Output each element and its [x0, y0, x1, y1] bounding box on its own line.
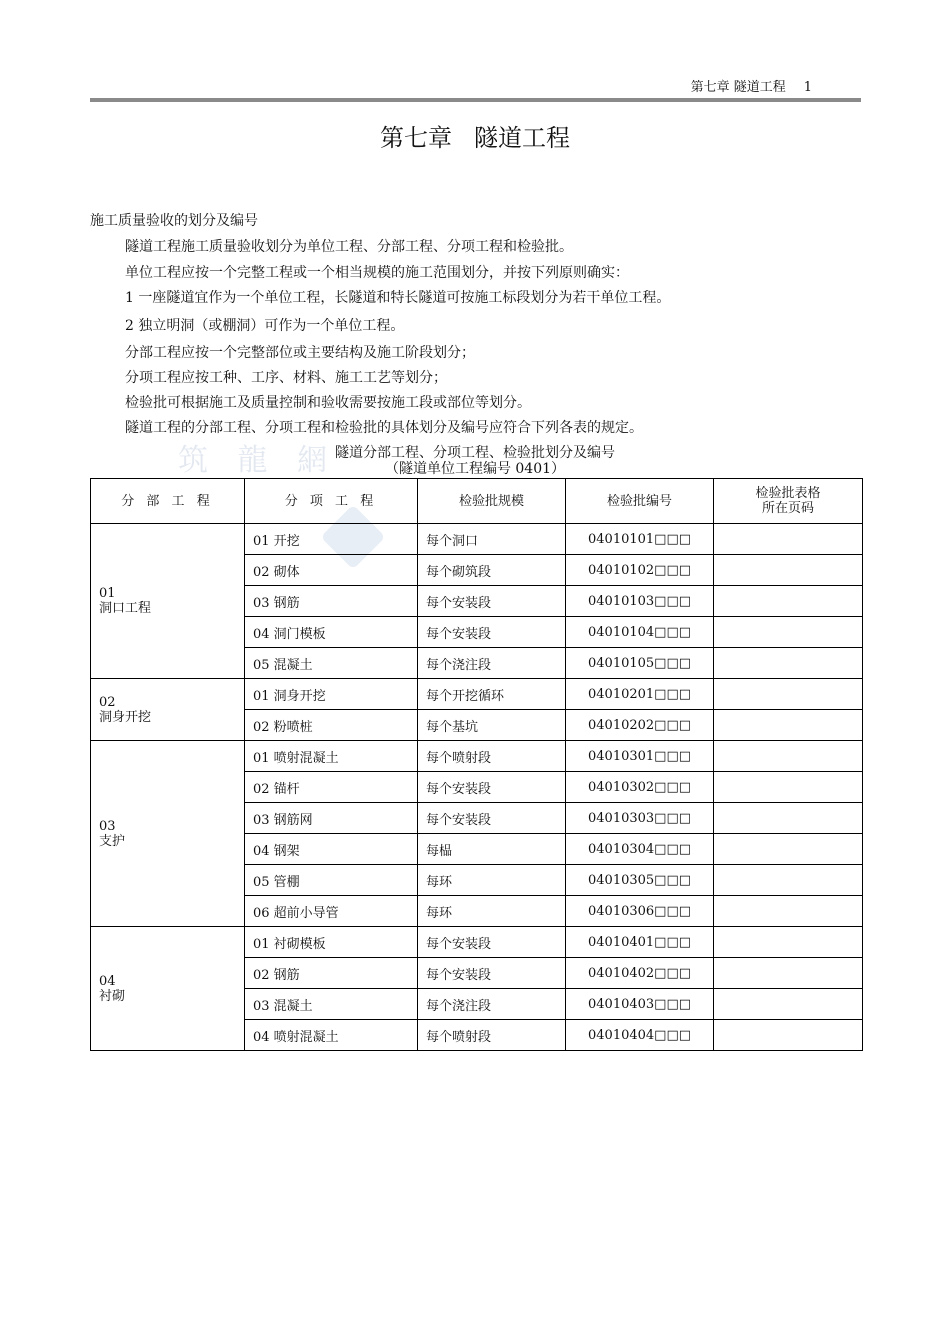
item-cell: 01 喷射混凝土 — [245, 741, 418, 772]
scale-cell: 每个安装段 — [418, 772, 566, 803]
page-cell — [714, 648, 863, 679]
scale-cell: 每个洞口 — [418, 524, 566, 555]
paragraph: 分部工程应按一个完整部位或主要结构及施工阶段划分； — [125, 345, 475, 361]
page-cell — [714, 896, 863, 927]
division-number: 04 — [99, 973, 116, 989]
page-cell — [714, 1020, 863, 1051]
code-cell: 04010402□□□ — [566, 958, 714, 989]
chapter-title — [0, 118, 950, 153]
scale-cell: 每榀 — [418, 834, 566, 865]
page-cell — [714, 524, 863, 555]
page-cell — [714, 958, 863, 989]
code-cell: 04010103□□□ — [566, 586, 714, 617]
paragraph: 1 一座隧道宜作为一个单位工程，长隧道和特长隧道可按施工标段划分为若干单位工程。 — [125, 290, 671, 306]
page-cell — [714, 989, 863, 1020]
code-cell: 04010403□□□ — [566, 989, 714, 1020]
section-heading: 施工质量验收的划分及编号 — [90, 213, 258, 229]
header-division: 分 部 工 程 — [91, 479, 245, 524]
page-cell — [714, 586, 863, 617]
code-cell: 04010306□□□ — [566, 896, 714, 927]
page-cell — [714, 865, 863, 896]
code-cell: 04010303□□□ — [566, 803, 714, 834]
scale-cell: 每个安装段 — [418, 617, 566, 648]
table-subtitle: （隧道单位工程编号 0401） — [384, 461, 566, 477]
item-cell: 05 混凝土 — [245, 648, 418, 679]
page-cell — [714, 617, 863, 648]
code-cell: 04010404□□□ — [566, 1020, 714, 1051]
header-scale: 检验批规模 — [418, 479, 566, 524]
item-cell: 01 开挖 — [245, 524, 418, 555]
table-header-row — [91, 479, 863, 524]
code-cell: 04010304□□□ — [566, 834, 714, 865]
item-cell: 04 钢架 — [245, 834, 418, 865]
page-number: 1 — [803, 80, 812, 95]
paragraph: 分项工程应按工种、工序、材料、施工工艺等划分； — [125, 370, 447, 386]
page-cell — [714, 741, 863, 772]
header-item: 分 项 工 程 — [245, 479, 418, 524]
page-cell — [714, 710, 863, 741]
paragraph: 检验批可根据施工及质量控制和验收需要按施工段或部位等划分。 — [125, 395, 531, 411]
code-cell: 04010101□□□ — [566, 524, 714, 555]
code-cell: 04010305□□□ — [566, 865, 714, 896]
division-cell — [91, 524, 245, 679]
paragraph: 隧道工程施工质量验收划分为单位工程、分部工程、分项工程和检验批。 — [125, 239, 573, 255]
header-rule — [90, 98, 861, 102]
division-number: 03 — [99, 818, 116, 834]
chapter-title-number: 第七章 — [380, 124, 452, 152]
item-cell: 05 管棚 — [245, 865, 418, 896]
scale-cell: 每个浇注段 — [418, 648, 566, 679]
table-row — [91, 524, 863, 555]
header-page-line1: 检验批表格 — [755, 486, 821, 501]
item-cell: 01 衬砌模板 — [245, 927, 418, 958]
scale-cell: 每个喷射段 — [418, 741, 566, 772]
item-cell: 06 超前小导管 — [245, 896, 418, 927]
scale-cell: 每个砌筑段 — [418, 555, 566, 586]
code-cell: 04010401□□□ — [566, 927, 714, 958]
page-cell — [714, 927, 863, 958]
scale-cell: 每个安装段 — [418, 927, 566, 958]
code-cell: 04010301□□□ — [566, 741, 714, 772]
code-cell: 04010202□□□ — [566, 710, 714, 741]
header-page — [714, 479, 863, 524]
table-row — [91, 741, 863, 772]
code-cell: 04010102□□□ — [566, 555, 714, 586]
division-cell — [91, 741, 245, 927]
scale-cell: 每个开挖循环 — [418, 679, 566, 710]
header-page-line2: 所在页码 — [761, 501, 814, 516]
header-code: 检验批编号 — [566, 479, 714, 524]
division-name: 洞口工程 — [99, 601, 152, 616]
item-cell: 03 钢筋网 — [245, 803, 418, 834]
division-name: 衬砌 — [99, 988, 126, 1004]
watermark: 筑 龍 網 — [178, 443, 338, 478]
item-cell: 02 粉喷桩 — [245, 710, 418, 741]
scale-cell: 每个安装段 — [418, 586, 566, 617]
item-cell: 04 喷射混凝土 — [245, 1020, 418, 1051]
division-name: 支护 — [99, 833, 126, 849]
page-cell — [714, 772, 863, 803]
scale-cell: 每个基坑 — [418, 710, 566, 741]
scale-cell: 每环 — [418, 865, 566, 896]
table-title: 隧道分部工程、分项工程、检验批划分及编号 — [335, 445, 615, 461]
paragraph: 隧道工程的分部工程、分项工程和检验批的具体划分及编号应符合下列各表的规定。 — [125, 420, 643, 436]
paragraph: 2 独立明洞（或棚洞）可作为一个单位工程。 — [125, 318, 405, 334]
running-header — [691, 76, 812, 95]
division-cell — [91, 679, 245, 741]
page-cell — [714, 834, 863, 865]
division-cell — [91, 927, 245, 1051]
running-header-chapter: 第七章 隧道工程 — [690, 80, 786, 95]
code-cell: 04010302□□□ — [566, 772, 714, 803]
item-cell: 02 砌体 — [245, 555, 418, 586]
code-cell: 04010104□□□ — [566, 617, 714, 648]
page-cell — [714, 555, 863, 586]
page-cell — [714, 679, 863, 710]
scale-cell: 每个浇注段 — [418, 989, 566, 1020]
scale-cell: 每个安装段 — [418, 958, 566, 989]
item-cell: 04 洞门模板 — [245, 617, 418, 648]
item-cell: 03 钢筋 — [245, 586, 418, 617]
division-number: 02 — [99, 694, 116, 710]
item-cell: 01 洞身开挖 — [245, 679, 418, 710]
division-name: 洞身开挖 — [99, 709, 152, 725]
scale-cell: 每个喷射段 — [418, 1020, 566, 1051]
table-row — [91, 679, 863, 710]
code-cell: 04010105□□□ — [566, 648, 714, 679]
item-cell: 02 钢筋 — [245, 958, 418, 989]
code-cell: 04010201□□□ — [566, 679, 714, 710]
table-body — [91, 524, 863, 1051]
division-table — [90, 478, 863, 1051]
scale-cell: 每个安装段 — [418, 803, 566, 834]
scale-cell: 每环 — [418, 896, 566, 927]
page-cell — [714, 803, 863, 834]
paragraph: 单位工程应按一个完整工程或一个相当规模的施工范围划分，并按下列原则确实： — [125, 265, 629, 281]
division-number: 01 — [99, 586, 116, 601]
item-cell: 03 混凝土 — [245, 989, 418, 1020]
item-cell: 02 锚杆 — [245, 772, 418, 803]
chapter-title-name: 隧道工程 — [474, 124, 570, 152]
table-row — [91, 927, 863, 958]
